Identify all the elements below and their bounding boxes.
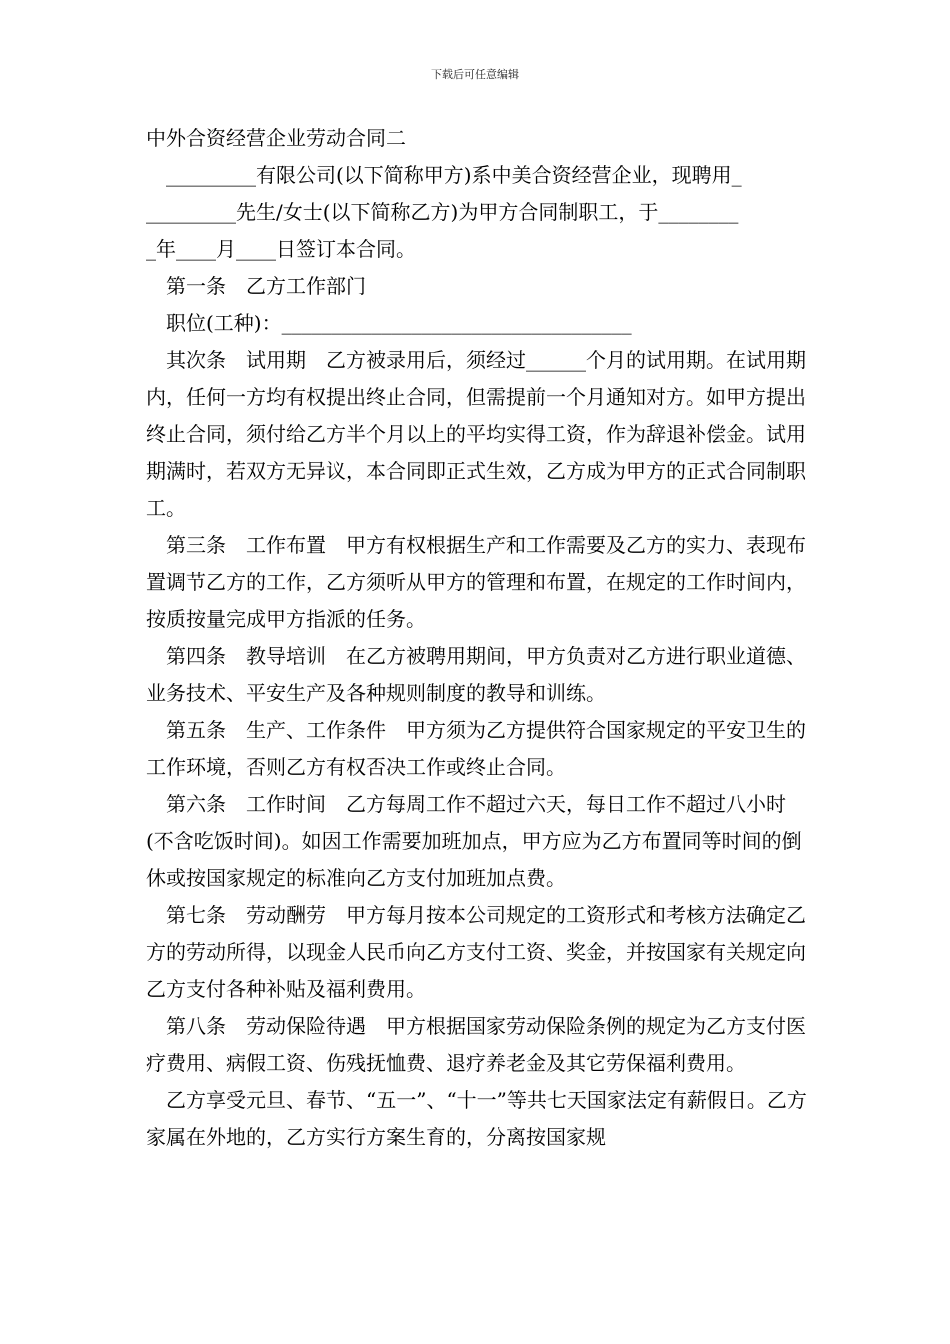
intro-line-1: _________有限公司(以下简称甲方)系中美合资经营企业，现聘用_ xyxy=(166,163,742,187)
article-8-paragraph: 第八条 劳动保险待遇 甲方根据国家劳动保险条例的规定为乙方支付医疗费用、病假工资、伤残抚恤费、退疗养老金及其它劳保福利费用。 xyxy=(146,1014,806,1075)
page-header-note: 下载后可任意编辑 xyxy=(431,68,519,81)
article-1-heading: 第一条 乙方工作部门 xyxy=(166,274,366,298)
article-4-paragraph: 第四条 教导培训 在乙方被聘用期间，甲方负责对乙方进行职业道德、业务技术、平安生产及各种规则制度的教导和训练。 xyxy=(146,644,806,705)
article-2-paragraph: 其次条 试用期 乙方被录用后，须经过______个月的试用期。在试用期内，任何一方均有权提出终止合同，但需提前一个月通知对方。如甲方提出终止合同，须付给乙方半个月以上的平均实得工资，作为辞退补偿金。试用期满时，若双方无异议，本合同即正式生效，乙方成为甲方的正式合同制职工。 xyxy=(146,348,806,520)
document-title: 中外合资经营企业劳动合同二 xyxy=(146,126,406,150)
article-7-paragraph: 第七条 劳动酬劳 甲方每月按本公司规定的工资形式和考核方法确定乙方的劳动所得，以现金人民币向乙方支付工资、奖金，并按国家有关规定向乙方支付各种补贴及福利费用。 xyxy=(146,903,806,1001)
article-3-paragraph: 第三条 工作布置 甲方有权根据生产和工作需要及乙方的实力、表现布置调节乙方的工作，乙方须听从甲方的管理和布置，在规定的工作时间内，按质按量完成甲方指派的任务。 xyxy=(146,533,806,631)
article-5-paragraph: 第五条 生产、工作条件 甲方须为乙方提供符合国家规定的平安卫生的工作环境，否则乙方有权否决工作或终止合同。 xyxy=(146,718,806,779)
holiday-paragraph: 乙方享受元旦、春节、“五一”、“十一”等共七天国家法定有薪假日。乙方家属在外地的，乙方实行方案生育的，分离按国家规 xyxy=(146,1088,807,1149)
position-field: 职位(工种)：___________________________________ xyxy=(166,311,632,335)
document-body xyxy=(146,120,808,1156)
article-6-paragraph: 第六条 工作时间 乙方每周工作不超过六天，每日工作不超过八小时(不含吃饭时间)。如因工作需要加班加点，甲方应为乙方布置同等时间的倒休或按国家规定的标准向乙方支付加班加点费。 xyxy=(146,792,802,890)
intro-line-3: _年____月____日签订本合同。 xyxy=(146,237,416,261)
intro-line-2: _________先生/女士(以下简称乙方)为甲方合同制职工，于________ xyxy=(146,200,739,224)
